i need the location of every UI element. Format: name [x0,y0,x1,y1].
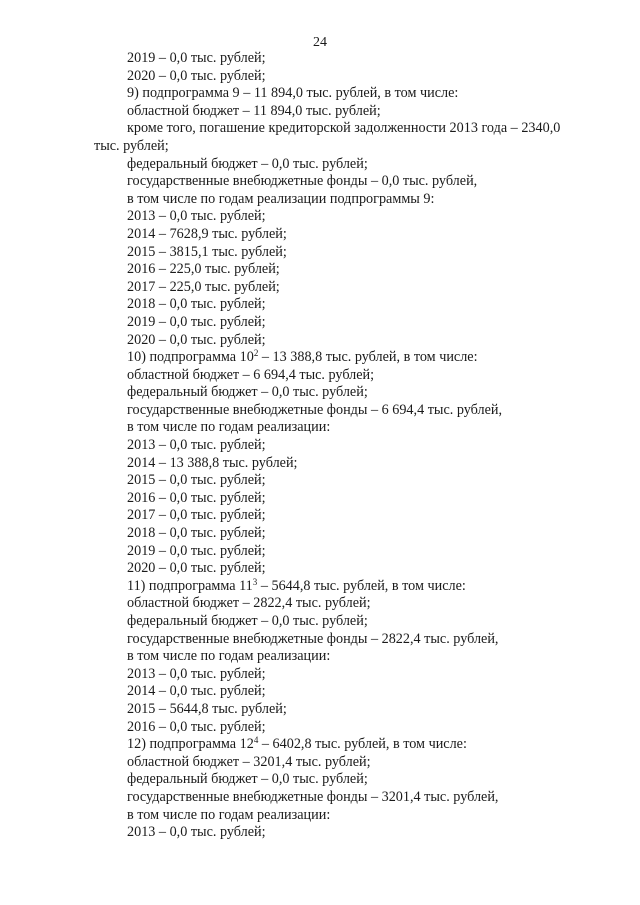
text-line: 2015 – 3815,1 тыс. рублей; [127,243,287,260]
text-line: 2020 – 0,0 тыс. рублей; [127,67,266,84]
text-line [0,349,640,367]
superscript-index: 2 [253,348,259,359]
text-line: 2016 – 225,0 тыс. рублей; [127,261,280,278]
text-line: 2014 – 7628,9 тыс. рублей; [127,225,287,242]
text-line-rest: – 13 388,8 тыс. рублей, в том числе: [258,349,478,366]
text-line: федеральный бюджет – 0,0 тыс. рублей; [127,155,368,172]
text-line: 2016 – 0,0 тыс. рублей; [127,489,266,506]
text-line: 2020 – 0,0 тыс. рублей; [127,331,266,348]
text-line: 2015 – 0,0 тыс. рублей; [127,472,266,489]
text-line: 2013 – 0,0 тыс. рублей; [127,665,266,682]
text-line-lead: 10) подпрограмма 10 [127,349,254,366]
text-line: 2018 – 0,0 тыс. рублей; [127,525,266,542]
text-line: государственные внебюджетные фонды – 3201,4 тыс. рублей, [127,788,499,805]
text-line-rest: – 6402,8 тыс. рублей, в том числе: [258,736,467,753]
text-line: 9) подпрограмма 9 – 11 894,0 тыс. рублей, в том числе: [127,85,459,102]
text-line: государственные внебюджетные фонды – 6 694,4 тыс. рублей, [127,401,503,418]
text-line: 2015 – 5644,8 тыс. рублей; [127,700,287,717]
page-number: 24 [313,35,327,50]
text-line: 2019 – 0,0 тыс. рублей; [127,50,266,66]
text-line: федеральный бюджет – 0,0 тыс. рублей; [127,384,368,401]
text-line: федеральный бюджет – 0,0 тыс. рублей; [127,771,368,788]
text-line: 2013 – 0,0 тыс. рублей; [127,824,266,841]
text-line: в том числе по годам реализации подпрограммы 9: [127,190,435,207]
text-line: государственные внебюджетные фонды – 0,0 тыс. рублей, [127,173,478,190]
text-line: государственные внебюджетные фонды – 2822,4 тыс. рублей, [127,630,499,647]
text-line: 2014 – 13 388,8 тыс. рублей; [127,454,298,471]
text-line: тыс. рублей; [94,137,169,154]
text-line: кроме того, погашение кредиторской задолженности 2013 года – 2340,0 [127,120,561,137]
text-line: в том числе по годам реализации: [127,419,331,436]
text-line [0,578,640,596]
text-line: 2016 – 0,0 тыс. рублей; [127,718,266,735]
text-line-lead: 11) подпрограмма 11 [127,577,253,594]
text-line: в том числе по годам реализации: [127,648,331,665]
text-line: областной бюджет – 3201,4 тыс. рублей; [127,753,371,770]
text-line: 2019 – 0,0 тыс. рублей; [127,542,266,559]
text-line [0,736,640,754]
text-line-rest: – 5644,8 тыс. рублей, в том числе: [257,577,466,594]
text-line: 2014 – 0,0 тыс. рублей; [127,683,266,700]
document-body [0,50,640,842]
text-line: 2013 – 0,0 тыс. рублей; [127,437,266,454]
text-line-lead: 12) подпрограмма 12 [127,736,254,753]
text-line: 2018 – 0,0 тыс. рублей; [127,296,266,313]
superscript-index: 3 [252,576,258,587]
text-line: областной бюджет – 2822,4 тыс. рублей; [127,595,371,612]
text-line: областной бюджет – 11 894,0 тыс. рублей; [127,102,381,119]
superscript-index: 4 [253,735,259,746]
text-line: 2017 – 225,0 тыс. рублей; [127,278,280,295]
text-line: 2017 – 0,0 тыс. рублей; [127,507,266,524]
text-line: в том числе по годам реализации: [127,806,331,823]
text-line: областной бюджет – 6 694,4 тыс. рублей; [127,366,375,383]
text-line: 2013 – 0,0 тыс. рублей; [127,208,266,225]
text-line: 2019 – 0,0 тыс. рублей; [127,313,266,330]
text-line: 2020 – 0,0 тыс. рублей; [127,560,266,577]
text-line: федеральный бюджет – 0,0 тыс. рублей; [127,613,368,629]
